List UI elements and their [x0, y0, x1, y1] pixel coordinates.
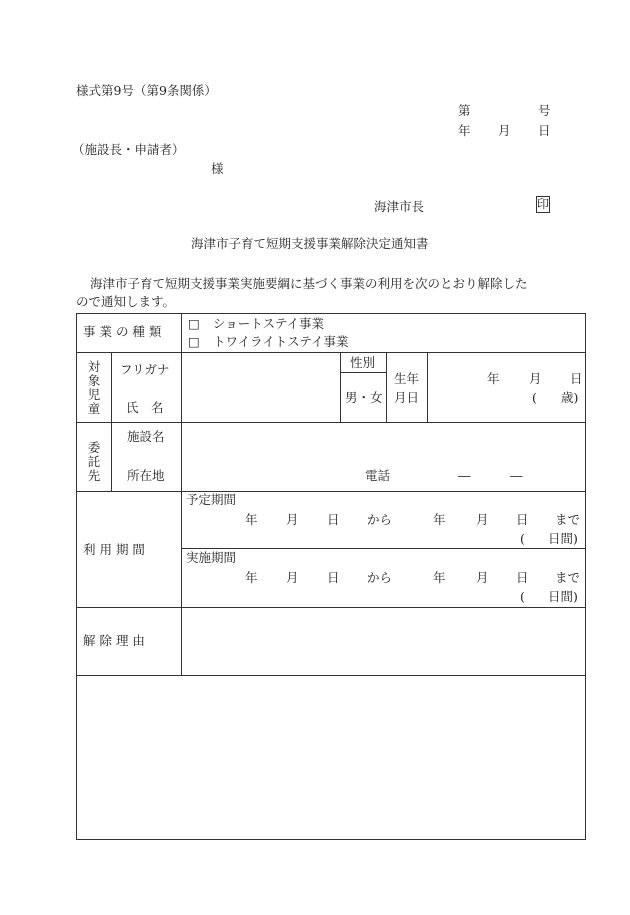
actual-label: 実施期間 [186, 550, 237, 565]
remarks-area[interactable] [77, 676, 585, 839]
actual-from-year: 年 [245, 570, 258, 585]
facility-label: 施設名 [127, 429, 165, 444]
planned-from-day: 日 [327, 512, 340, 527]
child-label: 対 象 児 童 [87, 359, 101, 416]
furigana-label: フリガナ [120, 362, 170, 377]
date-day: 日 [538, 123, 551, 138]
date-year: 年 [458, 123, 471, 138]
actual-from-day: 日 [327, 570, 340, 585]
sex-label: 性別 [350, 355, 376, 370]
seal-mark: 印 [537, 197, 550, 211]
planned-to-day: 日 [516, 512, 529, 527]
address-label: 所在地 [127, 468, 165, 483]
doc-number-go: 号 [538, 103, 551, 118]
planned-from-label: から [367, 512, 393, 527]
age-close: 歳) [561, 390, 579, 405]
planned-days-close: 日間) [548, 531, 578, 546]
document-title: 海津市子育て短期支援事業解除決定通知書 [191, 236, 429, 251]
actual-from-label: から [367, 570, 393, 585]
addressee-sama: 様 [211, 161, 224, 176]
actual-to-day: 日 [516, 570, 529, 585]
consignee-label: 委 託 先 [87, 440, 101, 483]
actual-from-month: 月 [286, 570, 299, 585]
issuer: 海津市長 [374, 199, 425, 214]
actual-days-close: 日間) [548, 589, 578, 604]
period-label: 利 用 期 間 [83, 542, 145, 557]
phone-dash-1: ― [458, 468, 471, 483]
birth-month: 月 [529, 371, 542, 386]
name-label: 氏 名 [126, 400, 164, 415]
doc-number-dai: 第 [458, 103, 471, 118]
form-number: 様式第9号（第9条関係） [76, 83, 217, 98]
actual-to-year: 年 [433, 570, 446, 585]
birth-year: 年 [487, 371, 500, 386]
body-text-line2: ので通知します。 [76, 294, 176, 309]
actual-days-open: ( [520, 589, 525, 604]
date-month: 月 [498, 123, 511, 138]
body-text-line1: 海津市子育て短期支援事業実施要綱に基づく事業の利用を次のとおり解除した [90, 276, 528, 291]
actual-to-month: 月 [476, 570, 489, 585]
planned-days-open: ( [520, 531, 525, 546]
addressee: （施設長・申請者） [72, 142, 185, 157]
form-table [76, 313, 586, 840]
birth-day: 日 [570, 371, 583, 386]
checkbox-shortstay[interactable]: □ [188, 316, 200, 331]
option-twilightstay: トワイライトステイ事業 [213, 334, 349, 349]
actual-until-label: まで [555, 570, 581, 585]
planned-to-month: 月 [476, 512, 489, 527]
service-type-label: 事 業 の 種 類 [83, 324, 162, 339]
checkbox-twilightstay[interactable]: □ [188, 334, 200, 349]
birth-label-2: 月日 [394, 390, 420, 405]
phone-dash-2: ― [510, 468, 523, 483]
sex-value: 男・女 [345, 390, 383, 405]
planned-from-month: 月 [286, 512, 299, 527]
planned-from-year: 年 [245, 512, 258, 527]
age-open: ( [532, 390, 537, 405]
option-shortstay: ショートステイ事業 [213, 316, 325, 331]
planned-to-year: 年 [433, 512, 446, 527]
planned-until-label: まで [555, 512, 581, 527]
reason-input[interactable] [182, 608, 585, 674]
birth-label-1: 生年 [394, 371, 420, 386]
reason-label: 解 除 理 由 [83, 633, 145, 648]
phone-label: 電話 [365, 468, 391, 483]
planned-label: 予定期間 [186, 492, 237, 507]
